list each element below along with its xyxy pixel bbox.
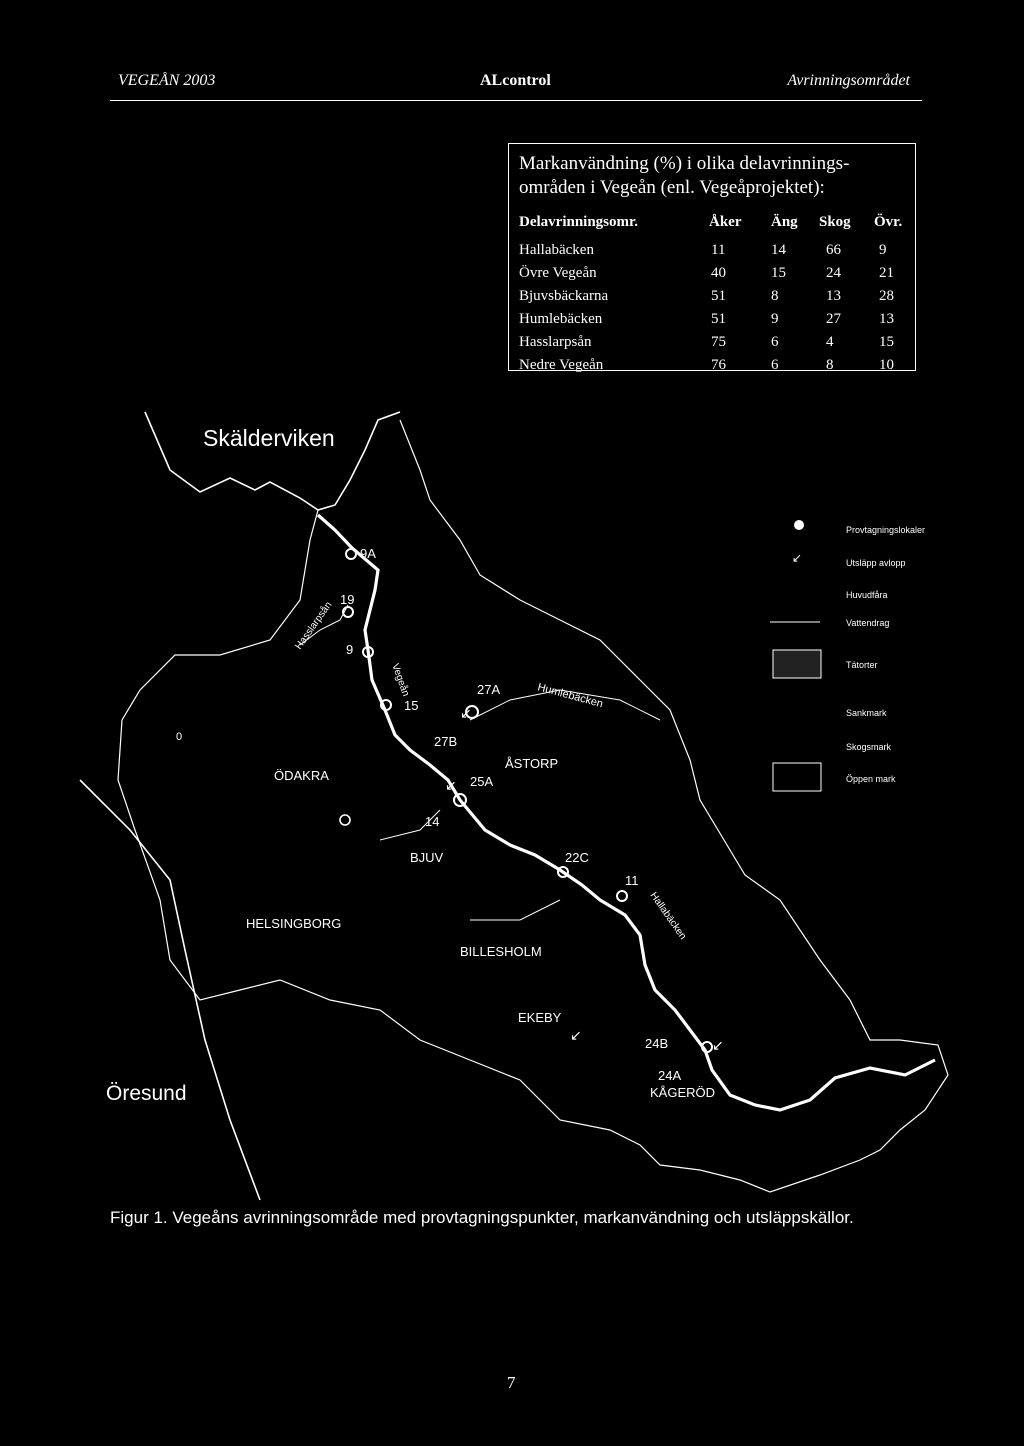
cell-ovr: 10	[879, 357, 894, 373]
label-oresund: Öresund	[106, 1082, 187, 1105]
site-label-25a: 25A	[470, 774, 494, 789]
cell-skog: 4	[826, 334, 834, 350]
page-number: 7	[507, 1373, 516, 1392]
catchment-map	[0, 400, 1024, 1210]
table-title-line2: områden i Vegeån (enl. Vegeåprojektet):	[519, 177, 825, 198]
cell-area: Hasslarpsån	[519, 334, 592, 350]
site-marker-9a	[346, 549, 356, 559]
cell-skog: 66	[826, 242, 841, 258]
legend-vattendrag: Vattendrag	[846, 618, 890, 628]
cell-skog: 27	[826, 311, 841, 327]
site-label-22c: 22C	[565, 850, 589, 865]
site-label-24a: 24A	[658, 1068, 682, 1083]
cell-aker: 51	[711, 311, 726, 327]
town-helsingborg: HELSINGBORG	[246, 916, 342, 931]
site-label-15: 15	[404, 698, 419, 713]
town-kagerod: KÅGERÖD	[650, 1085, 716, 1100]
label-skalderviken: Skälderviken	[203, 425, 335, 451]
site-label-24b: 24B	[645, 1036, 669, 1051]
legend-huvudfara: Huvudfåra	[846, 590, 888, 600]
site-label-19: 19	[340, 592, 355, 607]
col-header-ovr: Övr.	[874, 214, 903, 230]
site-marker-11	[617, 891, 627, 901]
legend-sample-dot-icon	[794, 520, 804, 530]
site-label-14: 14	[425, 814, 440, 829]
col-header-ang: Äng	[771, 214, 798, 230]
cell-aker: 51	[711, 288, 726, 304]
cell-skog: 13	[826, 288, 841, 304]
discharge-arrow-icon: ↙	[460, 705, 472, 721]
cell-ovr: 9	[879, 242, 887, 258]
cell-skog: 8	[826, 357, 834, 373]
cell-ang: 9	[771, 311, 779, 327]
stream-label-humlebacken: Humlebäcken	[536, 681, 605, 711]
site-label-27a: 27A	[477, 682, 501, 697]
cell-aker: 11	[711, 242, 726, 258]
stream-label-hallabacken: Hallabäcken	[647, 890, 689, 942]
discharge-arrow-icon: ↙	[712, 1037, 724, 1053]
legend-tatorter: Tätorter	[846, 660, 878, 670]
figure-caption: Figur 1. Vegeåns avrinningsområde med provtagningspunkter, markanvändning och utsläppskällor.	[110, 1208, 854, 1227]
cell-ovr: 13	[879, 311, 894, 327]
map-legend	[770, 520, 925, 791]
stream-billesholm	[470, 900, 560, 920]
site-label-11: 11	[625, 873, 639, 888]
stream-label-hasslarpsan: Hasslarpsån	[293, 599, 335, 652]
col-header-skog: Skog	[819, 214, 851, 230]
main-river	[318, 515, 935, 1110]
town-bjuv: BJUV	[410, 850, 444, 865]
cell-aker: 76	[711, 357, 726, 373]
cell-ang: 6	[771, 357, 779, 373]
cell-skog: 24	[826, 265, 841, 281]
town-astorp: ÅSTORP	[505, 756, 559, 771]
legend-utslapp: Utsläpp avlopp	[846, 558, 906, 568]
cell-area: Humlebäcken	[519, 311, 603, 327]
cell-area: Bjuvsbäckarna	[519, 288, 609, 304]
header-center: ALcontrol	[480, 72, 551, 89]
discharge-arrow-icon: ↙	[445, 777, 457, 793]
cell-aker: 75	[711, 334, 726, 350]
legend-discharge-arrow-icon: ↙	[792, 551, 803, 565]
site-marker-0	[340, 815, 350, 825]
cell-area: Nedre Vegeån	[519, 357, 604, 373]
site-label-0: 0	[176, 731, 183, 743]
table-title-line1: Markanvändning (%) i olika delavrinnings-	[519, 153, 850, 174]
cell-ovr: 21	[879, 265, 894, 281]
stream-label-vegean: Vegeån	[389, 662, 412, 698]
cell-ang: 14	[771, 242, 786, 258]
legend-urban-swatch	[773, 650, 821, 678]
town-odakra: ÖDAKRA	[274, 768, 329, 783]
col-header-area: Delavrinningsomr.	[519, 214, 639, 230]
table-title	[519, 152, 849, 200]
town-ekeby: EKEBY	[518, 1010, 562, 1025]
cell-ang: 8	[771, 288, 779, 304]
cell-ang: 15	[771, 265, 786, 281]
legend-skogsmark: Skogsmark	[846, 742, 892, 752]
header-left: VEGEÅN 2003	[118, 72, 216, 89]
discharge-arrow-icon: ↙	[570, 1027, 582, 1043]
cell-ovr: 15	[879, 334, 894, 350]
site-label-9a: 9A	[360, 546, 376, 561]
legend-open-swatch	[773, 763, 821, 791]
site-label-9: 9	[346, 642, 354, 657]
header-rule	[110, 100, 922, 101]
legend-oppen: Öppen mark	[846, 774, 896, 784]
cell-aker: 40	[711, 265, 726, 281]
cell-area: Övre Vegeån	[519, 265, 597, 281]
cell-ovr: 28	[879, 288, 894, 304]
town-billesholm: BILLESHOLM	[460, 944, 542, 959]
land-use-table	[508, 143, 916, 371]
cell-ang: 6	[771, 334, 779, 350]
legend-provtagning: Provtagningslokaler	[846, 525, 926, 535]
col-header-aker: Åker	[709, 214, 742, 230]
site-label-27b: 27B	[434, 734, 458, 749]
cell-area: Hallabäcken	[519, 242, 594, 258]
catchment-boundary	[118, 420, 948, 1192]
header-right: Avrinningsområdet	[787, 72, 910, 89]
legend-sankmark: Sankmark	[846, 708, 887, 718]
